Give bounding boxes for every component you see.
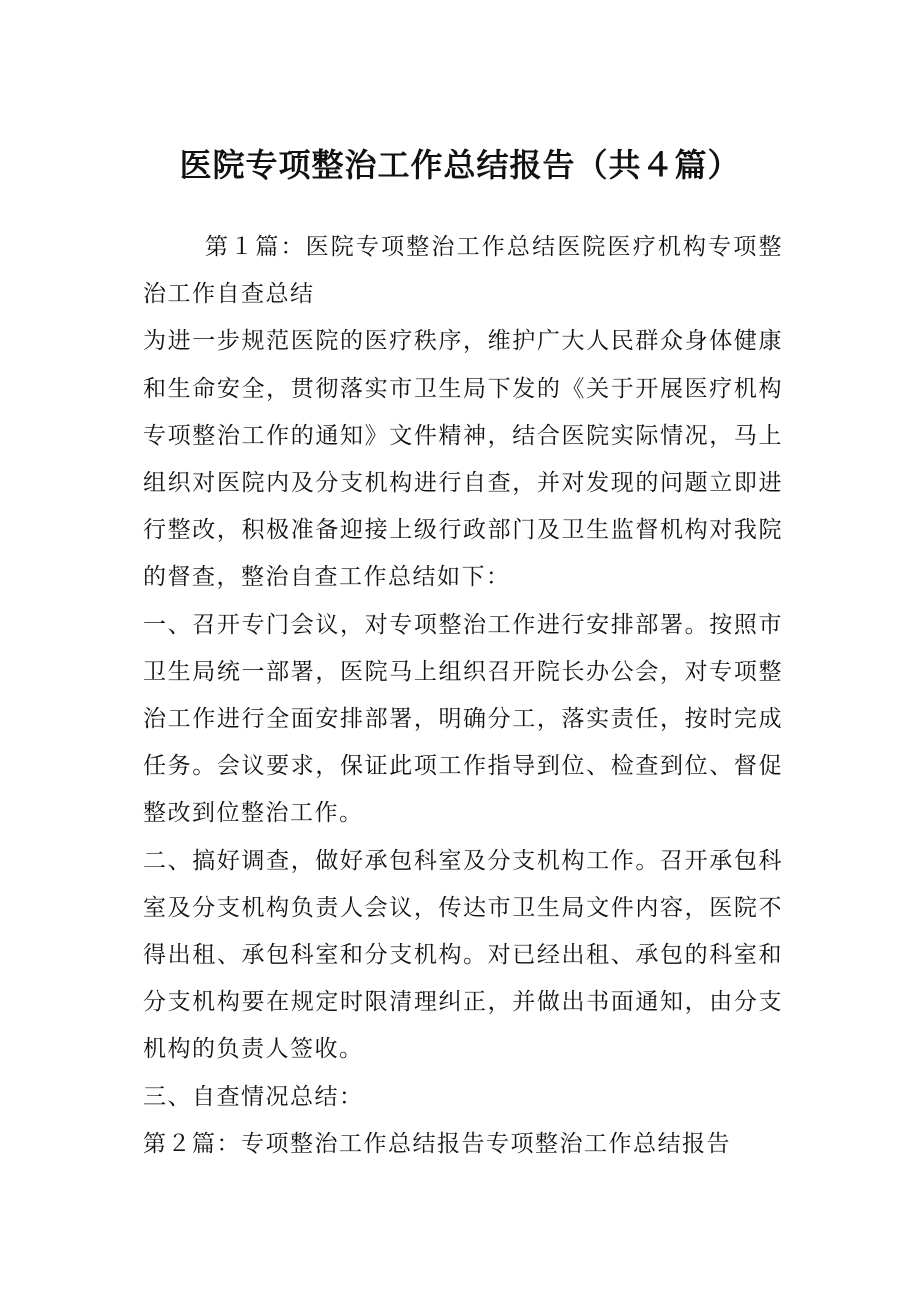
article-heading-2: 第２篇：专项整治工作总结报告专项整治工作总结报告 [143, 1130, 731, 1157]
article-heading-1: 第１篇：医院专项整治工作总结医院医疗机构专项整治工作自查总结 [143, 234, 783, 308]
document-title: 医院专项整治工作总结报告（共４篇） [179, 146, 741, 184]
section-three-heading: 三、自查情况总结： [143, 1083, 364, 1110]
section-two-paragraph: 二、搞好调查，做好承包科室及分支机构工作。召开承包科室及分支机构负责人会议，传达市卫生局文件内容，医院不得出租、承包科室和分支机构。对已经出租、承包的科室和分支机构要在规定时限清理纠正，并做出书面通知，由分支机构的负责人签收。 [143, 847, 783, 1063]
intro-paragraph: 为进一步规范医院的医疗秩序，维护广大人民群众身体健康和生命安全，贯彻落实市卫生局下发的《关于开展医疗机构专项整治工作的通知》文件精神，结合医院实际情况，马上组织对医院内及分支机构进行自查，并对发现的问题立即进行整改，积极准备迎接上级行政部门及卫生监督机构对我院的督查，整治自查工作总结如下： [143, 328, 783, 591]
section-one-paragraph: 一、召开专门会议，对专项整治工作进行安排部署。按照市卫生局统一部署，医院马上组织召开院长办公会，对专项整治工作进行全面安排部署，明确分工，落实责任，按时完成任务。会议要求，保证此项工作指导到位、检查到位、督促整改到位整治工作。 [143, 611, 783, 827]
document-body [143, 224, 783, 1168]
